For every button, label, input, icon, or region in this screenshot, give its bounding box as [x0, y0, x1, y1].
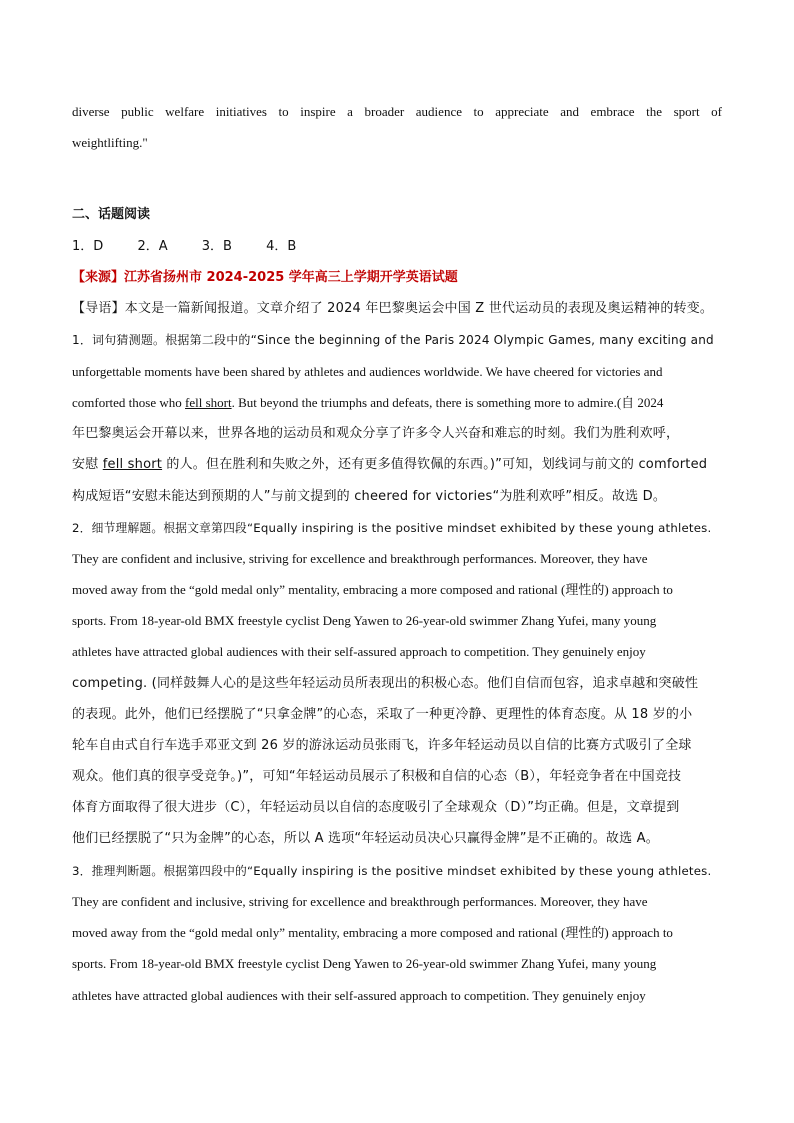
- intro-line-2: weightlifting.": [72, 135, 148, 150]
- q2-line-5: athletes have attracted global audiences with their self-assured approach to competition. They genuinely enjoy: [72, 644, 646, 659]
- q2-line-4: sports. From 18-year-old BMX freestyle cyclist Deng Yawen to 26-year-old swimmer Zhang Yufei, many young: [72, 613, 657, 628]
- q2-line-1: 2．细节理解题。根据文章第四段“Equally inspiring is the positive mindset exhibited by these young athletes.: [72, 521, 712, 535]
- q2-line-2: They are confident and inclusive, striving for excellence and breakthrough performances. Moreover, they have: [72, 551, 648, 566]
- answer-4: 4．B: [266, 239, 297, 254]
- q3-line-2: They are confident and inclusive, striving for excellence and breakthrough performances. Moreover, they have: [72, 894, 648, 909]
- q2-line-8: 轮车自由式自行车选手邓亚文到 26 岁的游泳运动员张雨飞，许多年轻运动员以自信的比赛方式吸引了全球: [72, 738, 692, 753]
- underlined-phrase: fell short: [102, 457, 163, 472]
- q3-line-5: athletes have attracted global audiences with their self-assured approach to competition. They genuinely enjoy: [72, 988, 646, 1003]
- intro-line-1: diverse public welfare initiatives to inspire a broader audience to appreciate and embrace the sport of: [72, 104, 722, 119]
- q2-line-6: competing. (同样鼓舞人心的是这些年轻运动员所表现出的积极心态。他们自信而包容，追求卓越和突破性: [72, 676, 699, 691]
- answer-key: [72, 237, 722, 257]
- q1-line-4: 年巴黎奥运会开幕以来，世界各地的运动员和观众分享了许多令人兴奋和难忘的时刻。我们为胜利欢呼，: [72, 426, 680, 441]
- q1-line-2: unforgettable moments have been shared by athletes and audiences worldwide. We have cheered for victories and: [72, 364, 663, 379]
- q1-text: 安慰: [72, 457, 103, 472]
- q1-line-1: 1．词句猜测题。根据第二段中的“Since the beginning of the Paris 2024 Olympic Games, many exciting and: [72, 333, 714, 347]
- q1-line-3: [72, 393, 722, 413]
- answer-1: 1．D: [72, 239, 104, 254]
- q1-text: 的人。但在胜利和失败之外，还有更多值得钦佩的东西。)”可知，划线词与前文的 comforted: [162, 457, 708, 472]
- q1-line-6: 构成短语“安慰未能达到预期的人”与前文提到的 cheered for victories“为胜利欢呼”相反。故选 D。: [72, 489, 667, 504]
- q1-text: . But beyond the triumphs and defeats, there is something more to admire.(自 2024: [231, 395, 664, 410]
- answer-3: 3．B: [201, 239, 232, 254]
- q3-line-1: 3．推理判断题。根据第四段中的“Equally inspiring is the positive mindset exhibited by these young athletes.: [72, 864, 712, 878]
- q1-line-5: [72, 455, 722, 475]
- section-heading: 二、话题阅读: [72, 207, 151, 222]
- guide-line: 【导语】本文是一篇新闻报道。文章介绍了 2024 年巴黎奥运会中国 Z 世代运动员的表现及奥运精神的转变。: [72, 301, 714, 316]
- q3-line-3: moved away from the “gold medal only” mentality, embracing a more composed and rational (理性的) approach to: [72, 925, 673, 940]
- answer-2: 2．A: [137, 239, 168, 254]
- q2-line-10: 体育方面取得了很大进步（C），年轻运动员以自信的态度吸引了全球观众（D）”均正确。但是，文章提到: [72, 800, 680, 815]
- q2-line-9: 观众。他们真的很享受竞争。)”，可知“年轻运动员展示了积极和自信的心态（B），年轻竞争者在中国竞技: [72, 769, 682, 784]
- q2-line-11: 他们已经摆脱了“只为金牌”的心态，所以 A 选项“年轻运动员决心只赢得金牌”是不正确的。故选 A。: [72, 831, 659, 846]
- q1-text: comforted those who: [72, 395, 186, 410]
- source-line: 【来源】江苏省扬州市 2024-2025 学年高三上学期开学英语试题: [72, 270, 458, 285]
- underlined-phrase: fell short: [185, 395, 232, 410]
- q3-line-4: sports. From 18-year-old BMX freestyle cyclist Deng Yawen to 26-year-old swimmer Zhang Yufei, many young: [72, 956, 657, 971]
- q2-line-3: moved away from the “gold medal only” mentality, embracing a more composed and rational (理性的) approach to: [72, 582, 673, 597]
- q2-line-7: 的表现。此外，他们已经摆脱了“只拿金牌”的心态，采取了一种更冷静、更理性的体育态度。从 18 岁的小: [72, 707, 693, 722]
